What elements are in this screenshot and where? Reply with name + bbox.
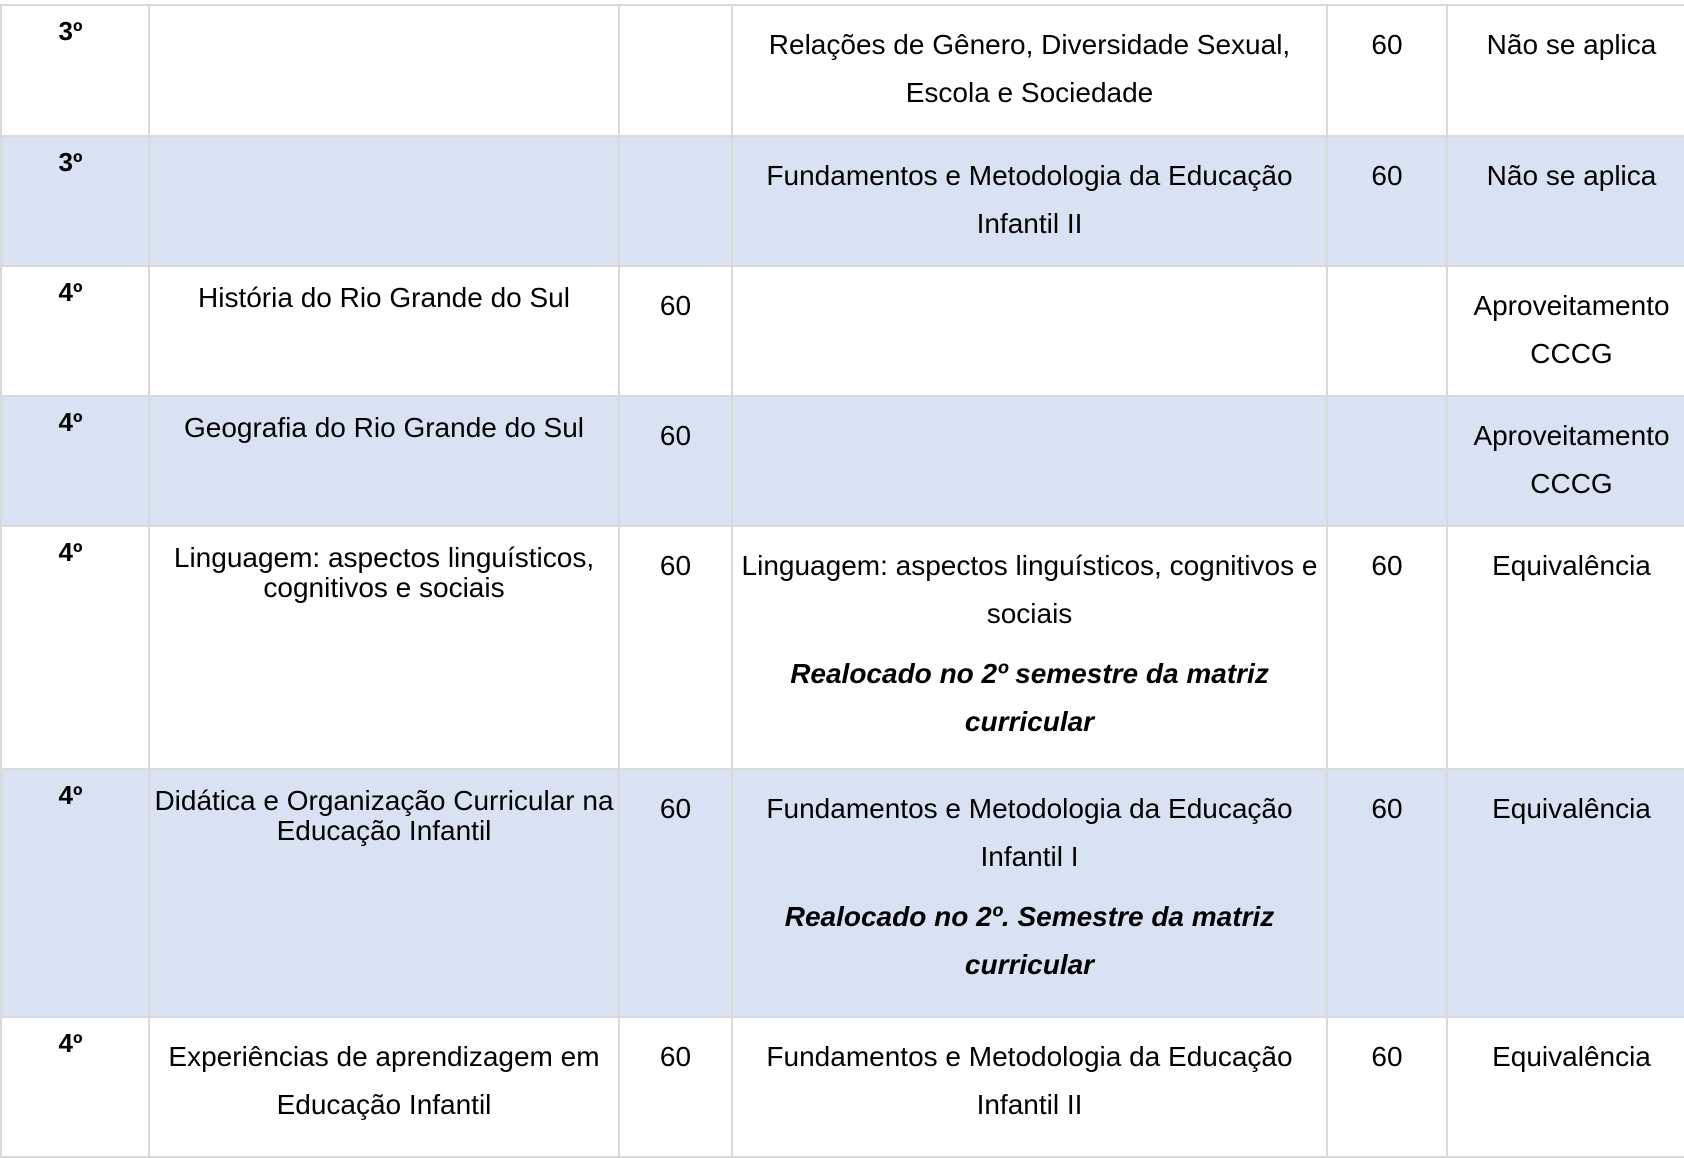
- table-row: [1, 5, 1684, 136]
- semester-cell: 3º: [1, 136, 149, 266]
- new-hours-cell: 60: [1327, 5, 1447, 136]
- old-hours-cell: [619, 5, 732, 136]
- semester-cell: 3º: [1, 5, 149, 136]
- old-subject-cell: História do Rio Grande do Sul: [149, 266, 619, 396]
- new-subject-text: Fundamentos e Metodologia da Educação Infantil II: [766, 1041, 1293, 1120]
- old-subject-cell: Experiências de aprendizagem em Educação Infantil: [149, 1017, 619, 1157]
- relocation-note: Realocado no 2º semestre da matriz curricular: [790, 658, 1269, 737]
- new-subject-text: Linguagem: aspectos linguísticos, cognitivos e sociais: [741, 550, 1318, 629]
- semester-cell: 4º: [1, 526, 149, 769]
- old-subject-cell: Linguagem: aspectos linguísticos, cognitivos e sociais: [149, 526, 619, 769]
- new-subject-cell: [732, 526, 1327, 769]
- new-subject-text: Relações de Gênero, Diversidade Sexual, Escola e Sociedade: [768, 29, 1291, 108]
- old-subject-cell: Didática e Organização Curricular na Educação Infantil: [149, 769, 619, 1017]
- semester-cell: 4º: [1, 396, 149, 526]
- result-cell: Aproveitamento CCCG: [1447, 266, 1684, 396]
- result-cell: Não se aplica: [1447, 136, 1684, 266]
- new-hours-cell: 60: [1327, 136, 1447, 266]
- table-row: [1, 1017, 1684, 1157]
- old-hours-cell: [619, 136, 732, 266]
- old-hours-cell: 60: [619, 1017, 732, 1157]
- semester-cell: 4º: [1, 1017, 149, 1157]
- new-hours-cell: [1327, 396, 1447, 526]
- old-subject-cell: [149, 136, 619, 266]
- table-row: [1, 769, 1684, 1017]
- result-cell: Equivalência: [1447, 1017, 1684, 1157]
- result-cell: Equivalência: [1447, 526, 1684, 769]
- old-hours-cell: 60: [619, 769, 732, 1017]
- table-row: [1, 136, 1684, 266]
- old-subject-cell: Geografia do Rio Grande do Sul: [149, 396, 619, 526]
- new-subject-text: Fundamentos e Metodologia da Educação Infantil I: [766, 793, 1293, 872]
- table-row: [1, 266, 1684, 396]
- new-subject-cell: [732, 769, 1327, 1017]
- new-subject-cell: [732, 266, 1327, 396]
- table-body: [1, 5, 1684, 1157]
- old-hours-cell: 60: [619, 526, 732, 769]
- semester-cell: 4º: [1, 266, 149, 396]
- new-hours-cell: [1327, 266, 1447, 396]
- result-cell: Aproveitamento CCCG: [1447, 396, 1684, 526]
- relocation-note: Realocado no 2º. Semestre da matriz curricular: [784, 901, 1275, 980]
- result-cell: Não se aplica: [1447, 5, 1684, 136]
- old-hours-cell: 60: [619, 266, 732, 396]
- new-subject-cell: [732, 396, 1327, 526]
- semester-cell: 4º: [1, 769, 149, 1017]
- result-cell: Equivalência: [1447, 769, 1684, 1017]
- new-subject-cell: [732, 5, 1327, 136]
- table-row: [1, 396, 1684, 526]
- table-row: [1, 526, 1684, 769]
- old-subject-cell: [149, 5, 619, 136]
- old-hours-cell: 60: [619, 396, 732, 526]
- new-hours-cell: 60: [1327, 1017, 1447, 1157]
- new-subject-text: Fundamentos e Metodologia da Educação Infantil II: [766, 160, 1293, 239]
- equivalence-table: [0, 4, 1684, 1158]
- new-subject-cell: [732, 136, 1327, 266]
- new-hours-cell: 60: [1327, 769, 1447, 1017]
- new-hours-cell: 60: [1327, 526, 1447, 769]
- new-subject-cell: [732, 1017, 1327, 1157]
